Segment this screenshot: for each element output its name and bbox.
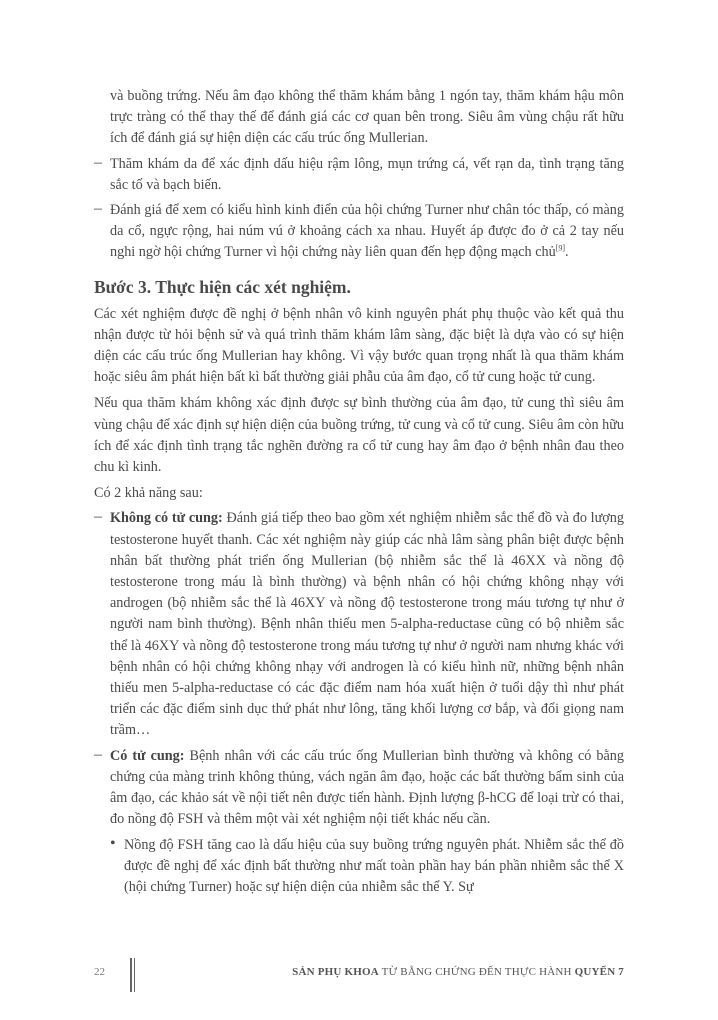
page-number: 22 xyxy=(94,966,105,978)
list-item xyxy=(94,200,624,264)
dash-marker: – xyxy=(94,508,102,526)
list-item xyxy=(94,746,624,831)
list-item-text xyxy=(110,746,624,831)
list-item-body: Đánh giá để xem có kiểu hình kinh điển của hội chứng Turner như chân tóc thấp, có màng da cổ, ngực rộng, hai núm vú ở khoảng cách xa nhau. Huyết áp được đo ở cả 2 tay nếu nghi ngờ hội chứng Turner vì hội chứng này liên quan đến hẹp động mạch chủ xyxy=(110,202,624,261)
dash-marker: – xyxy=(94,200,102,218)
item-label: Có tử cung: xyxy=(110,747,185,764)
list-item xyxy=(94,508,624,741)
list-item-text xyxy=(110,200,624,264)
running-title-bold: SẢN PHỤ KHOA xyxy=(292,966,379,978)
list-item-text xyxy=(110,508,624,741)
divider-bar xyxy=(130,958,132,992)
list-item-text: Thăm khám da để xác định dấu hiệu rậm lông, mụn trứng cá, vết rạn da, tình trạng tăng sắc tố và bạch biến. xyxy=(110,155,624,193)
section-heading: Bước 3. Thực hiện các xét nghiệm. xyxy=(94,276,351,297)
sub-list-item-text: Nồng độ FSH tăng cao là dấu hiệu của suy buồng trứng nguyên phát. Nhiễm sắc thể đồ được đề nghị để xác định bất thường như mất toàn phần hay bán phần nhiễm sắc thể X (hội chứng Turner) hoặc sự hiện diện của nhiễm sắc thể Y. Sự xyxy=(124,836,624,895)
running-title-volume: QUYỂN 7 xyxy=(574,966,624,978)
divider-bar xyxy=(134,958,135,992)
bullet-marker: • xyxy=(110,834,116,852)
continuation-paragraph: và buồng trứng. Nếu âm đạo không thể thăm khám bằng 1 ngón tay, thăm khám hậu môn trực tràng có thể thay thế để đánh giá các cơ quan bên trong. Siêu âm vùng chậu rất hữu ích để đánh giá sự hiện diện các cấu trúc ống Mullerian. xyxy=(110,88,624,147)
paragraph: Nếu qua thăm khám không xác định được sự bình thường của âm đạo, tử cung thì siêu âm vùng chậu để xác định sự hiện diện của buồng trứng, tử cung và cổ tử cung. Siêu âm còn hữu ích để xác định tình trạng tắc nghẽn đường ra cổ tử cung hay âm đạo ở bệnh nhân đau theo chu kì kinh. xyxy=(94,395,624,476)
citation: [9] xyxy=(555,243,566,253)
item-body: Bệnh nhân với các cấu trúc ống Mullerian bình thường và không có bằng chứng của màng trinh không thủng, vách ngăn âm đạo, hoặc các bất thường bẩm sinh của âm đạo, các khảo sát về nội tiết nên được tiến hành. Định lượng β-hCG để loại trừ có thai, đo nồng độ FSH và thêm một vài xét nghiệm nội tiết khác nếu cần. xyxy=(110,747,624,828)
running-title xyxy=(292,966,624,978)
paragraph: Có 2 khả năng sau: xyxy=(94,485,203,502)
dash-marker: – xyxy=(94,153,102,171)
footer-divider-bars xyxy=(130,958,136,992)
list-item xyxy=(94,154,624,196)
page-footer xyxy=(94,958,624,992)
possibilities-list xyxy=(94,508,624,898)
exam-list xyxy=(94,154,624,264)
item-label: Không có tử cung: xyxy=(110,510,223,527)
dash-marker: – xyxy=(94,745,102,763)
running-title-middle: TỪ BẰNG CHỨNG ĐẾN THỰC HÀNH xyxy=(378,966,575,978)
sub-list-item xyxy=(94,835,624,899)
paragraph: Các xét nghiệm được đề nghị ở bệnh nhân vô kinh nguyên phát phụ thuộc vào kết quả thu nhận được từ hỏi bệnh sử và quá trình thăm khám lâm sàng, đặc biệt là dựa vào có sự hiện diện các cấu trúc ống Mullerian hay không. Vì vậy bước quan trọng nhất là qua thăm khám hoặc siêu âm phát hiện bất kì bất thường giải phẫu của âm đạo, cổ tử cung hoặc tử cung. xyxy=(94,305,624,386)
page-body xyxy=(94,86,624,898)
punctuation: . xyxy=(565,244,569,261)
item-body: Đánh giá tiếp theo bao gồm xét nghiệm nhiễm sắc thể đồ và đo lượng testosterone huyết thanh. Các xét nghiệm này giúp các nhà lâm sàng phân biệt được bệnh nhân bất thường phát triển ống Mullerian (bộ nhiễm sắc thể là 46XX và nồng độ testosterone trong máu là bình thường) và bệnh nhân có hội chứng không nhạy với androgen (bộ nhiễm sắc thể là 46XY và nồng độ testosterone trong máu tương tự như ở người nam bình thường). Bệnh nhân thiếu men 5-alpha-reductase cũng có bộ nhiễm sắc thể là 46XY và nồng độ testosterone trong máu tương tự như ở người nam nhưng khác với bệnh nhân có hội chứng không nhạy với androgen là có kiểu hình nữ, những bệnh nhân thiếu men 5-alpha-reductase có các đặc điểm nam hóa xuất hiện ở tuổi dậy thì như phát triển các đặc điểm sinh dục thứ phát như lông, tăng khối lượng cơ bắp, và đổi giọng nam trầm… xyxy=(110,510,624,739)
